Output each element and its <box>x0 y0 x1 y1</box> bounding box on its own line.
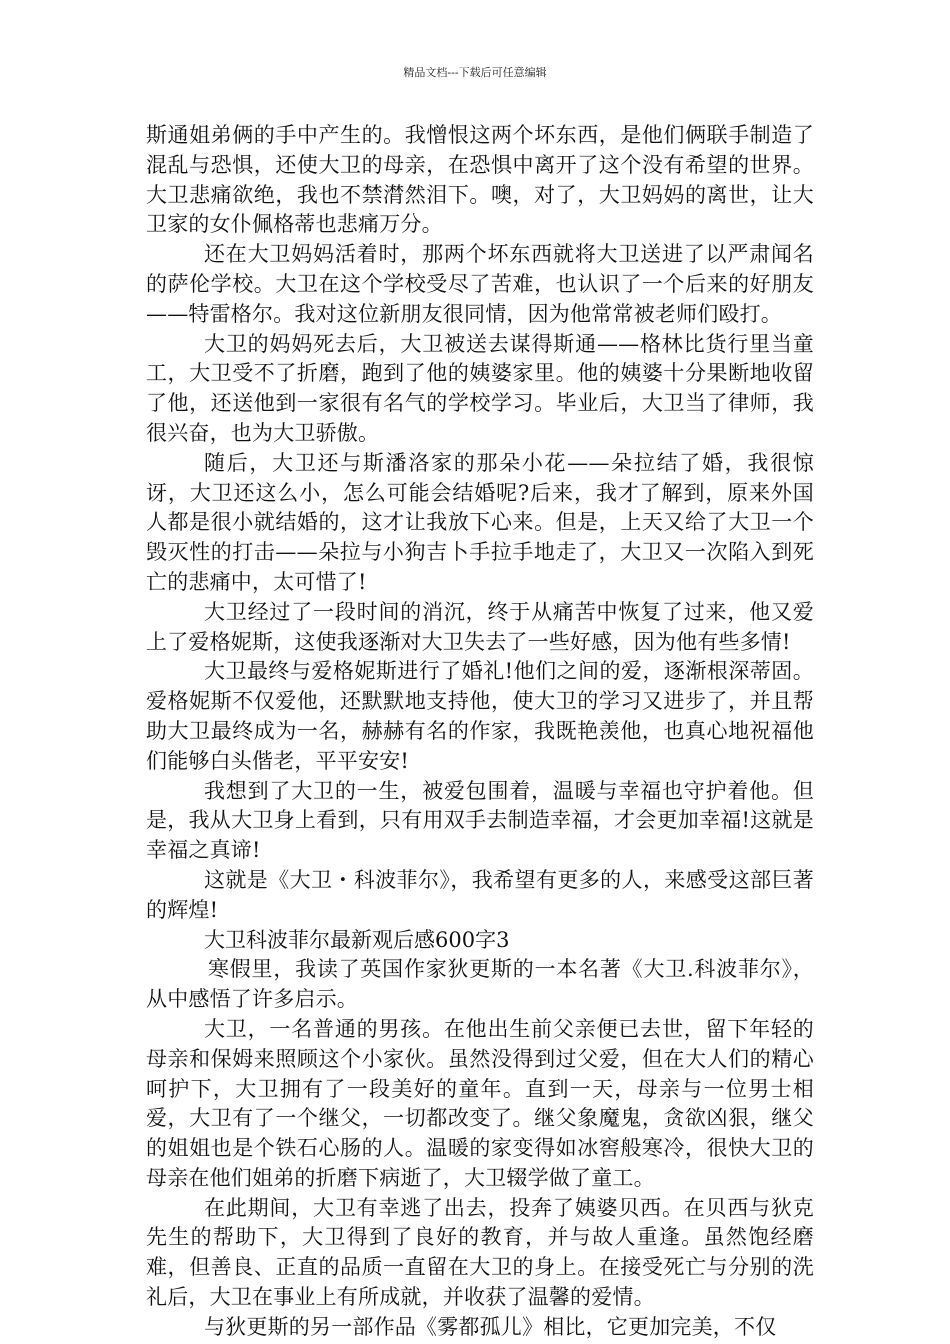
paragraph-4: 随后，大卫还与斯潘洛家的那朵小花——朵拉结了婚，我很惊讶，大卫还这么小，怎么可能会结婚呢?后来，我才了解到，原来外国人都是很小就结婚的，这才让我放下心来。但是，上天又给了大卫一个毁灭性的打击——朵拉与小狗吉卜手拉手地走了，大卫又一次陷入到死亡的悲痛中，太可惜了! <box>146 450 814 594</box>
paragraph-10: 大卫，一名普通的男孩。在他出生前父亲便已去世，留下年轻的母亲和保姆来照顾这个小家伙。虽然没得到过父爱，但在大人们的精心呵护下，大卫拥有了一段美好的童年。直到一天，母亲与一位男士相爱，大卫有了一个继父，一切都改变了。继父象魔鬼，贪欲凶狠，继父的姐姐也是个铁石心肠的人。温暖的家变得如冰窖般寒冷，很快大卫的母亲在他们姐弟的折磨下病逝了，大卫辍学做了童工。 <box>146 1016 814 1190</box>
section-heading: 大卫科波菲尔最新观后感600字3 <box>204 927 510 952</box>
document-body <box>146 121 814 1343</box>
paragraph-3: 大卫的妈妈死去后，大卫被送去谋得斯通——格林比货行里当童工，大卫受不了折磨，跑到了他的姨婆家里。他的姨婆十分果断地收留了他，还送他到一家很有名气的学校学习。毕业后，大卫当了律师，我很兴奋，也为大卫骄傲。 <box>146 331 814 445</box>
paragraph-7: 我想到了大卫的一生，被爱包围着，温暖与幸福也守护着他。但是，我从大卫身上看到，只有用双手去制造幸福，才会更加幸福!这就是幸福之真谛! <box>146 778 814 863</box>
paragraph-12: 与狄更斯的另一部作品《雾都孤儿》相比，它更加完美，不仅 <box>204 1314 777 1339</box>
paragraph-8: 这就是《大卫・科波菲尔》，我希望有更多的人，来感受这部巨著的辉煌! <box>146 867 814 922</box>
paragraph-11: 在此期间，大卫有幸逃了出去，投奔了姨婆贝西。在贝西与狄克先生的帮助下，大卫得到了良好的教育，并与故人重逢。虽然饱经磨难，但善良、正直的品质一直留在大卫的身上。在接受死亡与分别的洗礼后，大卫在事业上有所成就，并收获了温馨的爱情。 <box>146 1195 814 1310</box>
page-header: 精品文档---下载后可任意编辑 <box>403 66 547 79</box>
paragraph-6: 大卫最终与爱格妮斯进行了婚礼!他们之间的爱，逐渐根深蒂固。爱格妮斯不仅爱他，还默默地支持他，使大卫的学习又进步了，并且帮助大卫最终成为一名，赫赫有名的作家，我既艳羡他，也真心地祝福他们能够白头偕老，平平安安! <box>146 659 814 773</box>
paragraph-2: 还在大卫妈妈活着时，那两个坏东西就将大卫送进了以严肃闻名的萨伦学校。大卫在这个学校受尽了苦难，也认识了一个后来的好朋友——特雷格尔。我对这位新朋友很同情，因为他常常被老师们殴打。 <box>146 242 814 326</box>
paragraph-1: 斯通姐弟俩的手中产生的。我憎恨这两个坏东西，是他们俩联手制造了混乱与恐惧，还使大卫的母亲，在恐惧中离开了这个没有希望的世界。大卫悲痛欲绝，我也不禁潸然泪下。噢，对了，大卫妈妈的离世，让大卫家的女仆佩格蒂也悲痛万分。 <box>146 123 814 237</box>
paragraph-9: 寒假里，我读了英国作家狄更斯的一本名著《大卫.科波菲尔》，从中感悟了许多启示。 <box>146 957 814 1012</box>
paragraph-5: 大卫经过了一段时间的消沉，终于从痛苦中恢复了过来，他又爱上了爱格妮斯，这使我逐渐对大卫失去了一些好感，因为他有些多情! <box>146 599 814 654</box>
